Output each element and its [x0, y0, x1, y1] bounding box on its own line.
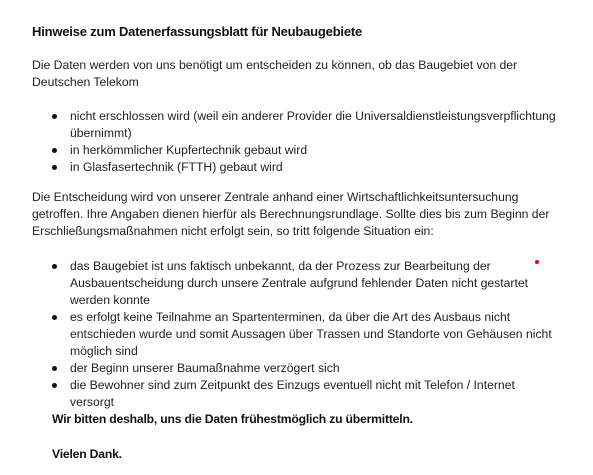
bullet-icon [52, 148, 57, 153]
list-item-text: es erfolgt keine Teilnahme an Spartenterminen, da über die Art des Ausbaus nicht entschieden wurde und somit Aussagen über Trassen und Standorte von Gehäusen nicht möglich sind [70, 310, 552, 358]
list-item-text: nicht erschlossen wird (weil ein anderer Provider die Universaldienstleistungsverpflichtung übernimmt) [70, 109, 556, 140]
list-item [32, 360, 562, 377]
intro-paragraph: Die Daten werden von uns benötigt um entscheiden zu können, ob das Baugebiet von der Deutschen Telekom [32, 58, 518, 89]
document-title: Hinweise zum Datenerfassungsblatt für Neubaugebiete [32, 24, 363, 39]
bullet-icon [52, 114, 57, 119]
bullet-icon [52, 383, 57, 388]
red-dot-marker-icon [535, 260, 539, 264]
bullet-icon [52, 165, 57, 170]
list-item [32, 159, 562, 176]
list-item [32, 309, 562, 360]
list-item-text: in herkömmlicher Kupfertechnik gebaut wird [70, 143, 308, 157]
list-item [32, 108, 562, 142]
list-item [32, 377, 562, 411]
list-item-text: das Baugebiet ist uns faktisch unbekannt, da der Prozess zur Bearbeitung der Ausbauentscheidung durch unsere Zentrale aufgrund fehlender Daten nicht gestartet werden konnte [70, 259, 529, 307]
thanks-text: Vielen Dank. [52, 447, 122, 461]
list-item-text: der Beginn unserer Baumaßnahme verzögert sich [70, 361, 340, 375]
list-item [32, 142, 562, 159]
list-item-text: die Bewohner sind zum Zeitpunkt des Einzugs eventuell nicht mit Telefon / Internet versorgt [70, 378, 515, 409]
consequence-bullet-list [32, 258, 562, 411]
bullet-icon [52, 366, 57, 371]
list-item-text: in Glasfasertechnik (FTTH) gebaut wird [70, 160, 283, 174]
decision-paragraph: Die Entscheidung wird von unserer Zentrale anhand einer Wirtschaftlichkeitsuntersuchung getroffen. Ihre Angaben dienen hierfür als Berechnungsrundlage. Sollte dies bis zum Beginn der Erschließungsmaßnahmen nicht erfolgt sein, so tritt folgende Situation ein: [32, 190, 550, 238]
bullet-icon [52, 264, 57, 269]
intro-bullet-list [32, 108, 562, 176]
request-text: Wir bitten deshalb, uns die Daten frühestmöglich zu übermitteln. [52, 412, 413, 426]
bullet-icon [52, 315, 57, 320]
list-item [32, 258, 562, 309]
